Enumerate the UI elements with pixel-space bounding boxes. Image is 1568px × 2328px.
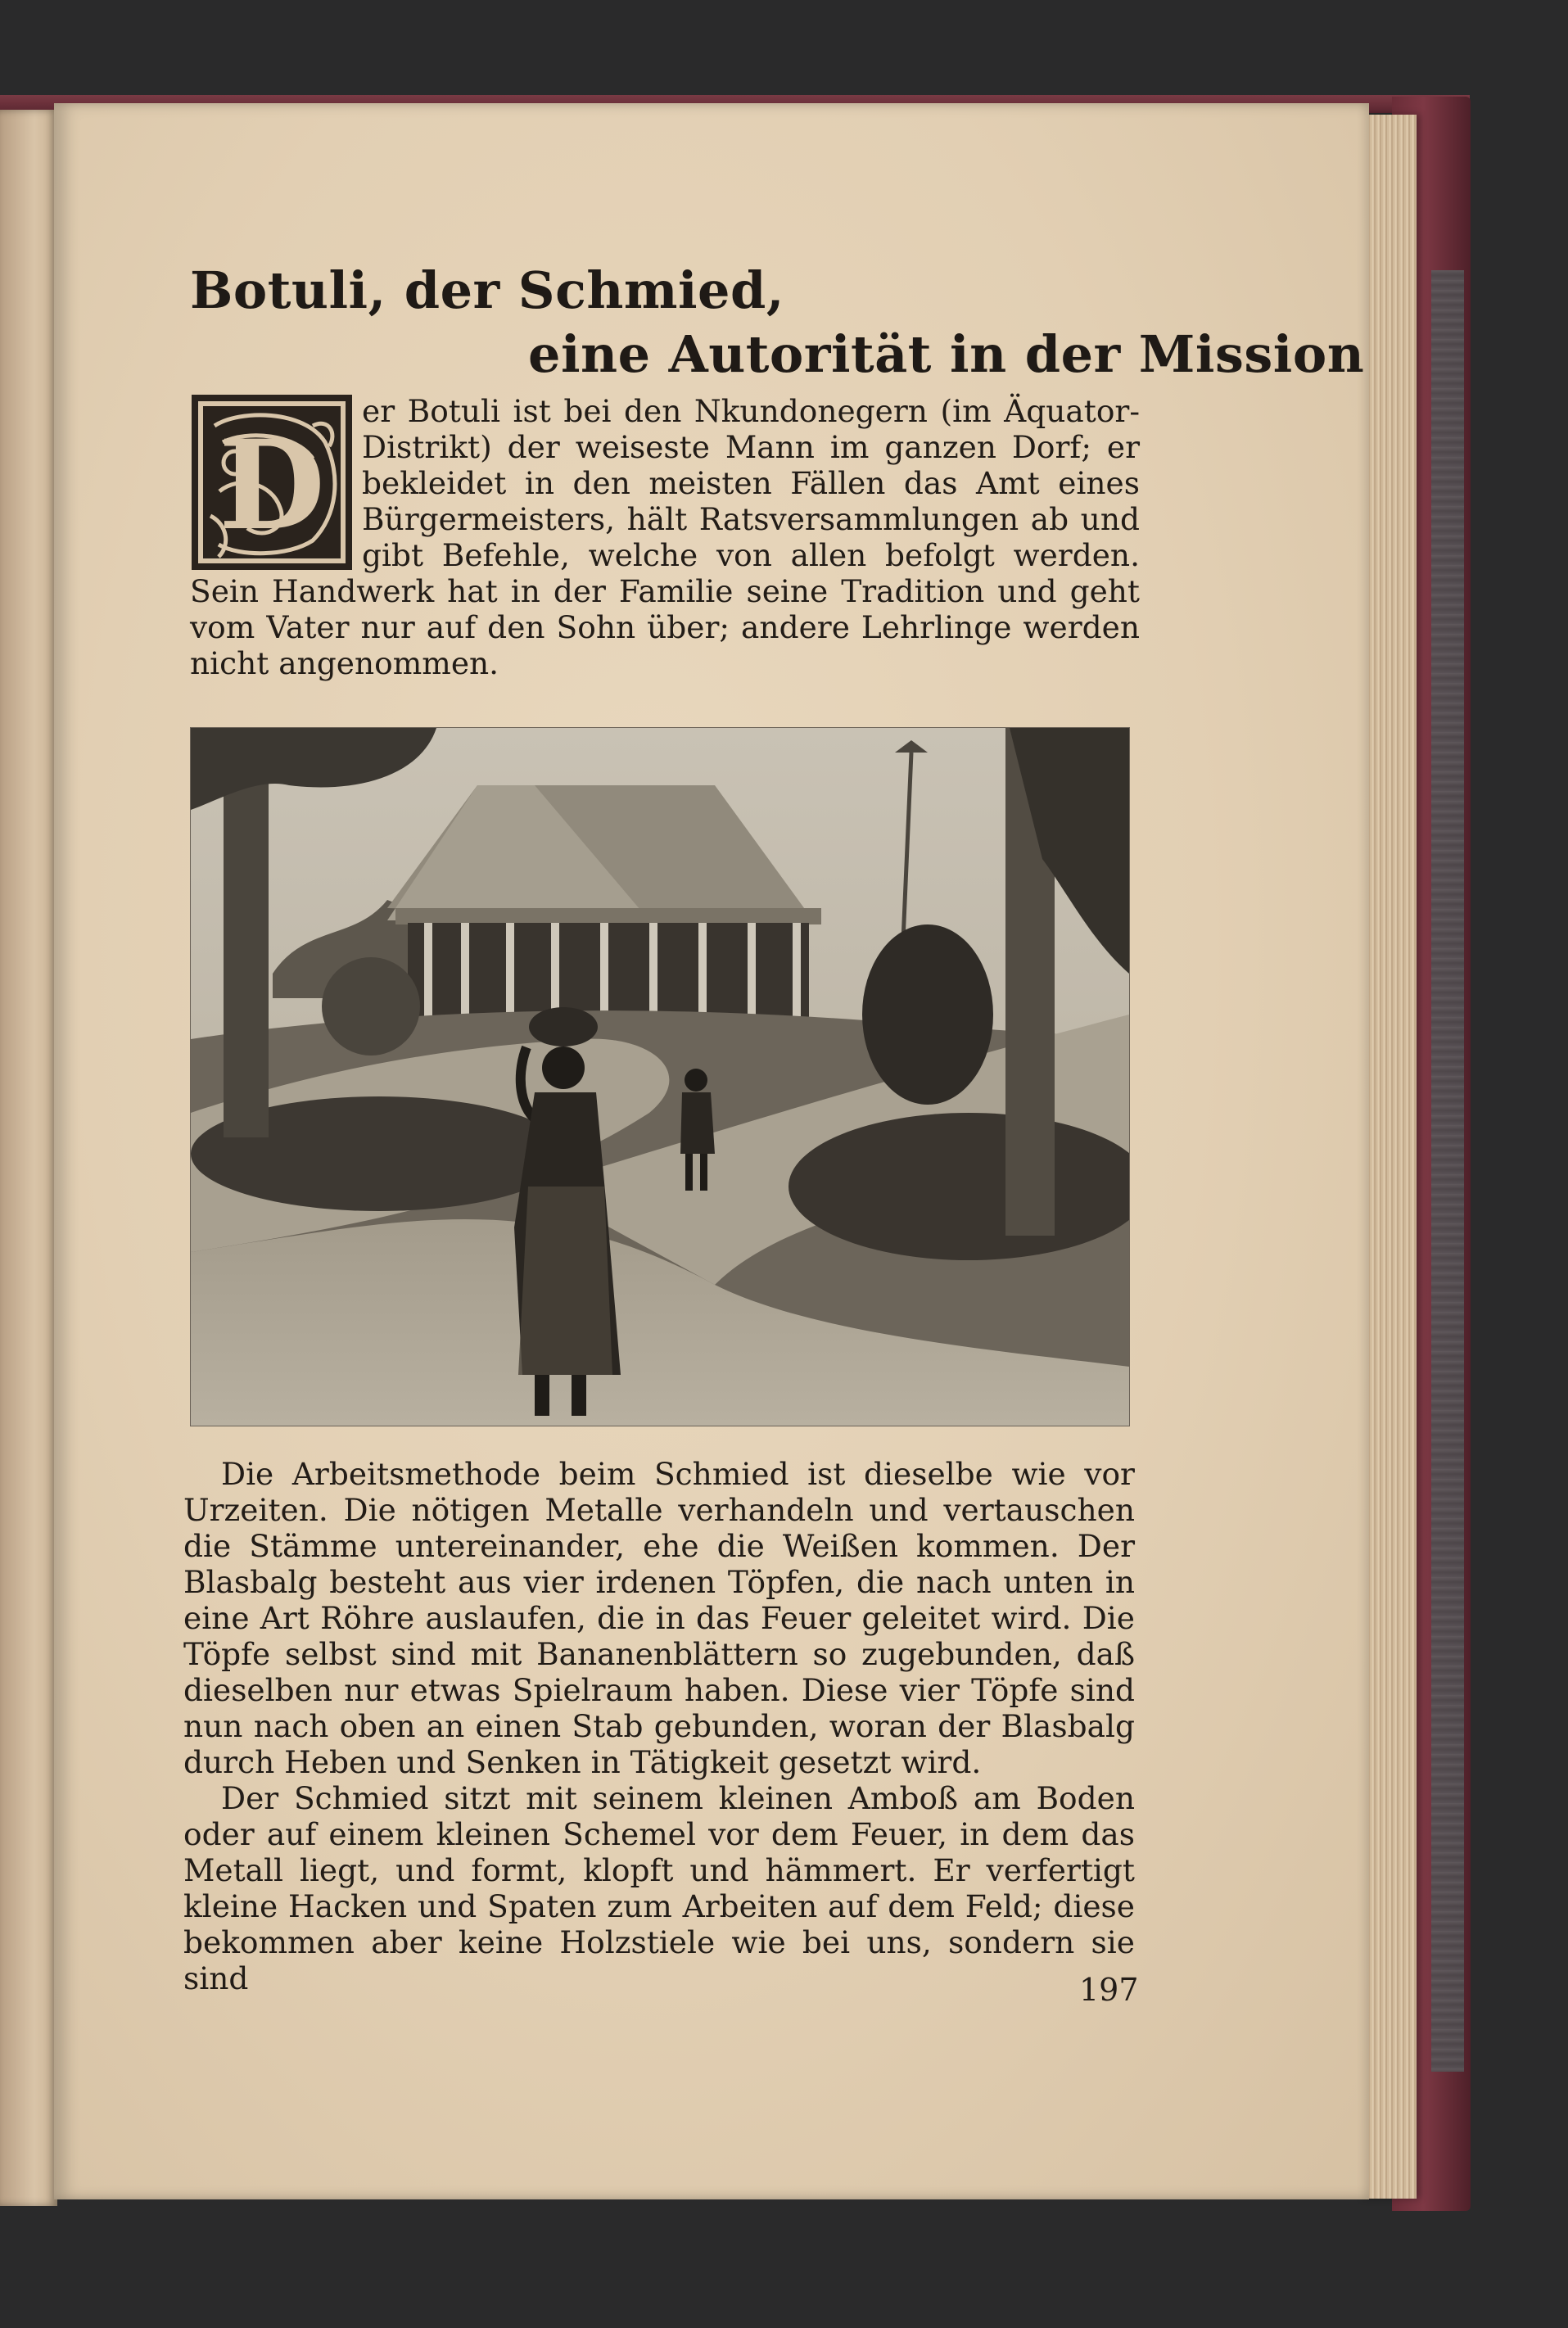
village-photo bbox=[190, 727, 1130, 1426]
paragraph-2: Die Arbeitsmethode beim Schmied ist dieselbe wie vor Urzeiten. Die nötigen Metalle verhandeln und vertauschen die Stämme untereinander, ehe die Weißen kommen. Der Blasbalg besteht aus vier irdenen Töpfen, die nach unten in eine Art Röhre auslaufen, die in das Feuer geleitet wird. Die Töpfe selbst sind mit Bananenblättern so zugebunden, daß dieselben nur etwas Spielraum haben. Diese vier Töpfe sind nun nach oben an einen Stab gebunden, woran der Blasbalg durch Heben und Senken in Tätigkeit gesetzt wird. bbox=[183, 1456, 1135, 1780]
ornamental-dropcap bbox=[190, 393, 354, 572]
paragraph-1 bbox=[190, 393, 1140, 681]
paragraph-3: Der Schmied sitzt mit seinem kleinen Amboß am Boden oder auf einem kleinen Schemel vor dem Feuer, in dem das Metall liegt, und formt, klopft und hämmert. Er verfertigt kleine Hacken und Spaten zum Arbeiten auf dem Feld; diese bekommen aber keine Holzstiele wie bei uns, sondern sie sind bbox=[183, 1780, 1135, 1996]
paragraph-1-text: er Botuli ist bei den Nkundonegern (im Äquator-Distrikt) der weiseste Mann im ganzen Dorf; er bekleidet in den meisten Fällen das Amt eines Bürgermeisters, hält Ratsversammlungen ab und gibt Befehle, welche von allen befolgt werden. Sein Handwerk hat in der Familie seine Tradition und geht vom Vater nur auf den Sohn über; andere Lehrlinge werden nicht angenommen. bbox=[190, 393, 1140, 681]
page-title-line-1: Botuli, der Schmied, bbox=[190, 260, 784, 320]
page-number: 197 bbox=[1079, 1972, 1139, 2008]
left-page-edge bbox=[0, 110, 57, 2206]
book-cover-cloth bbox=[1431, 270, 1464, 2072]
dropcap-letter: D bbox=[218, 414, 326, 558]
page-title-line-2: eine Autorität in der Mission bbox=[528, 324, 1365, 384]
